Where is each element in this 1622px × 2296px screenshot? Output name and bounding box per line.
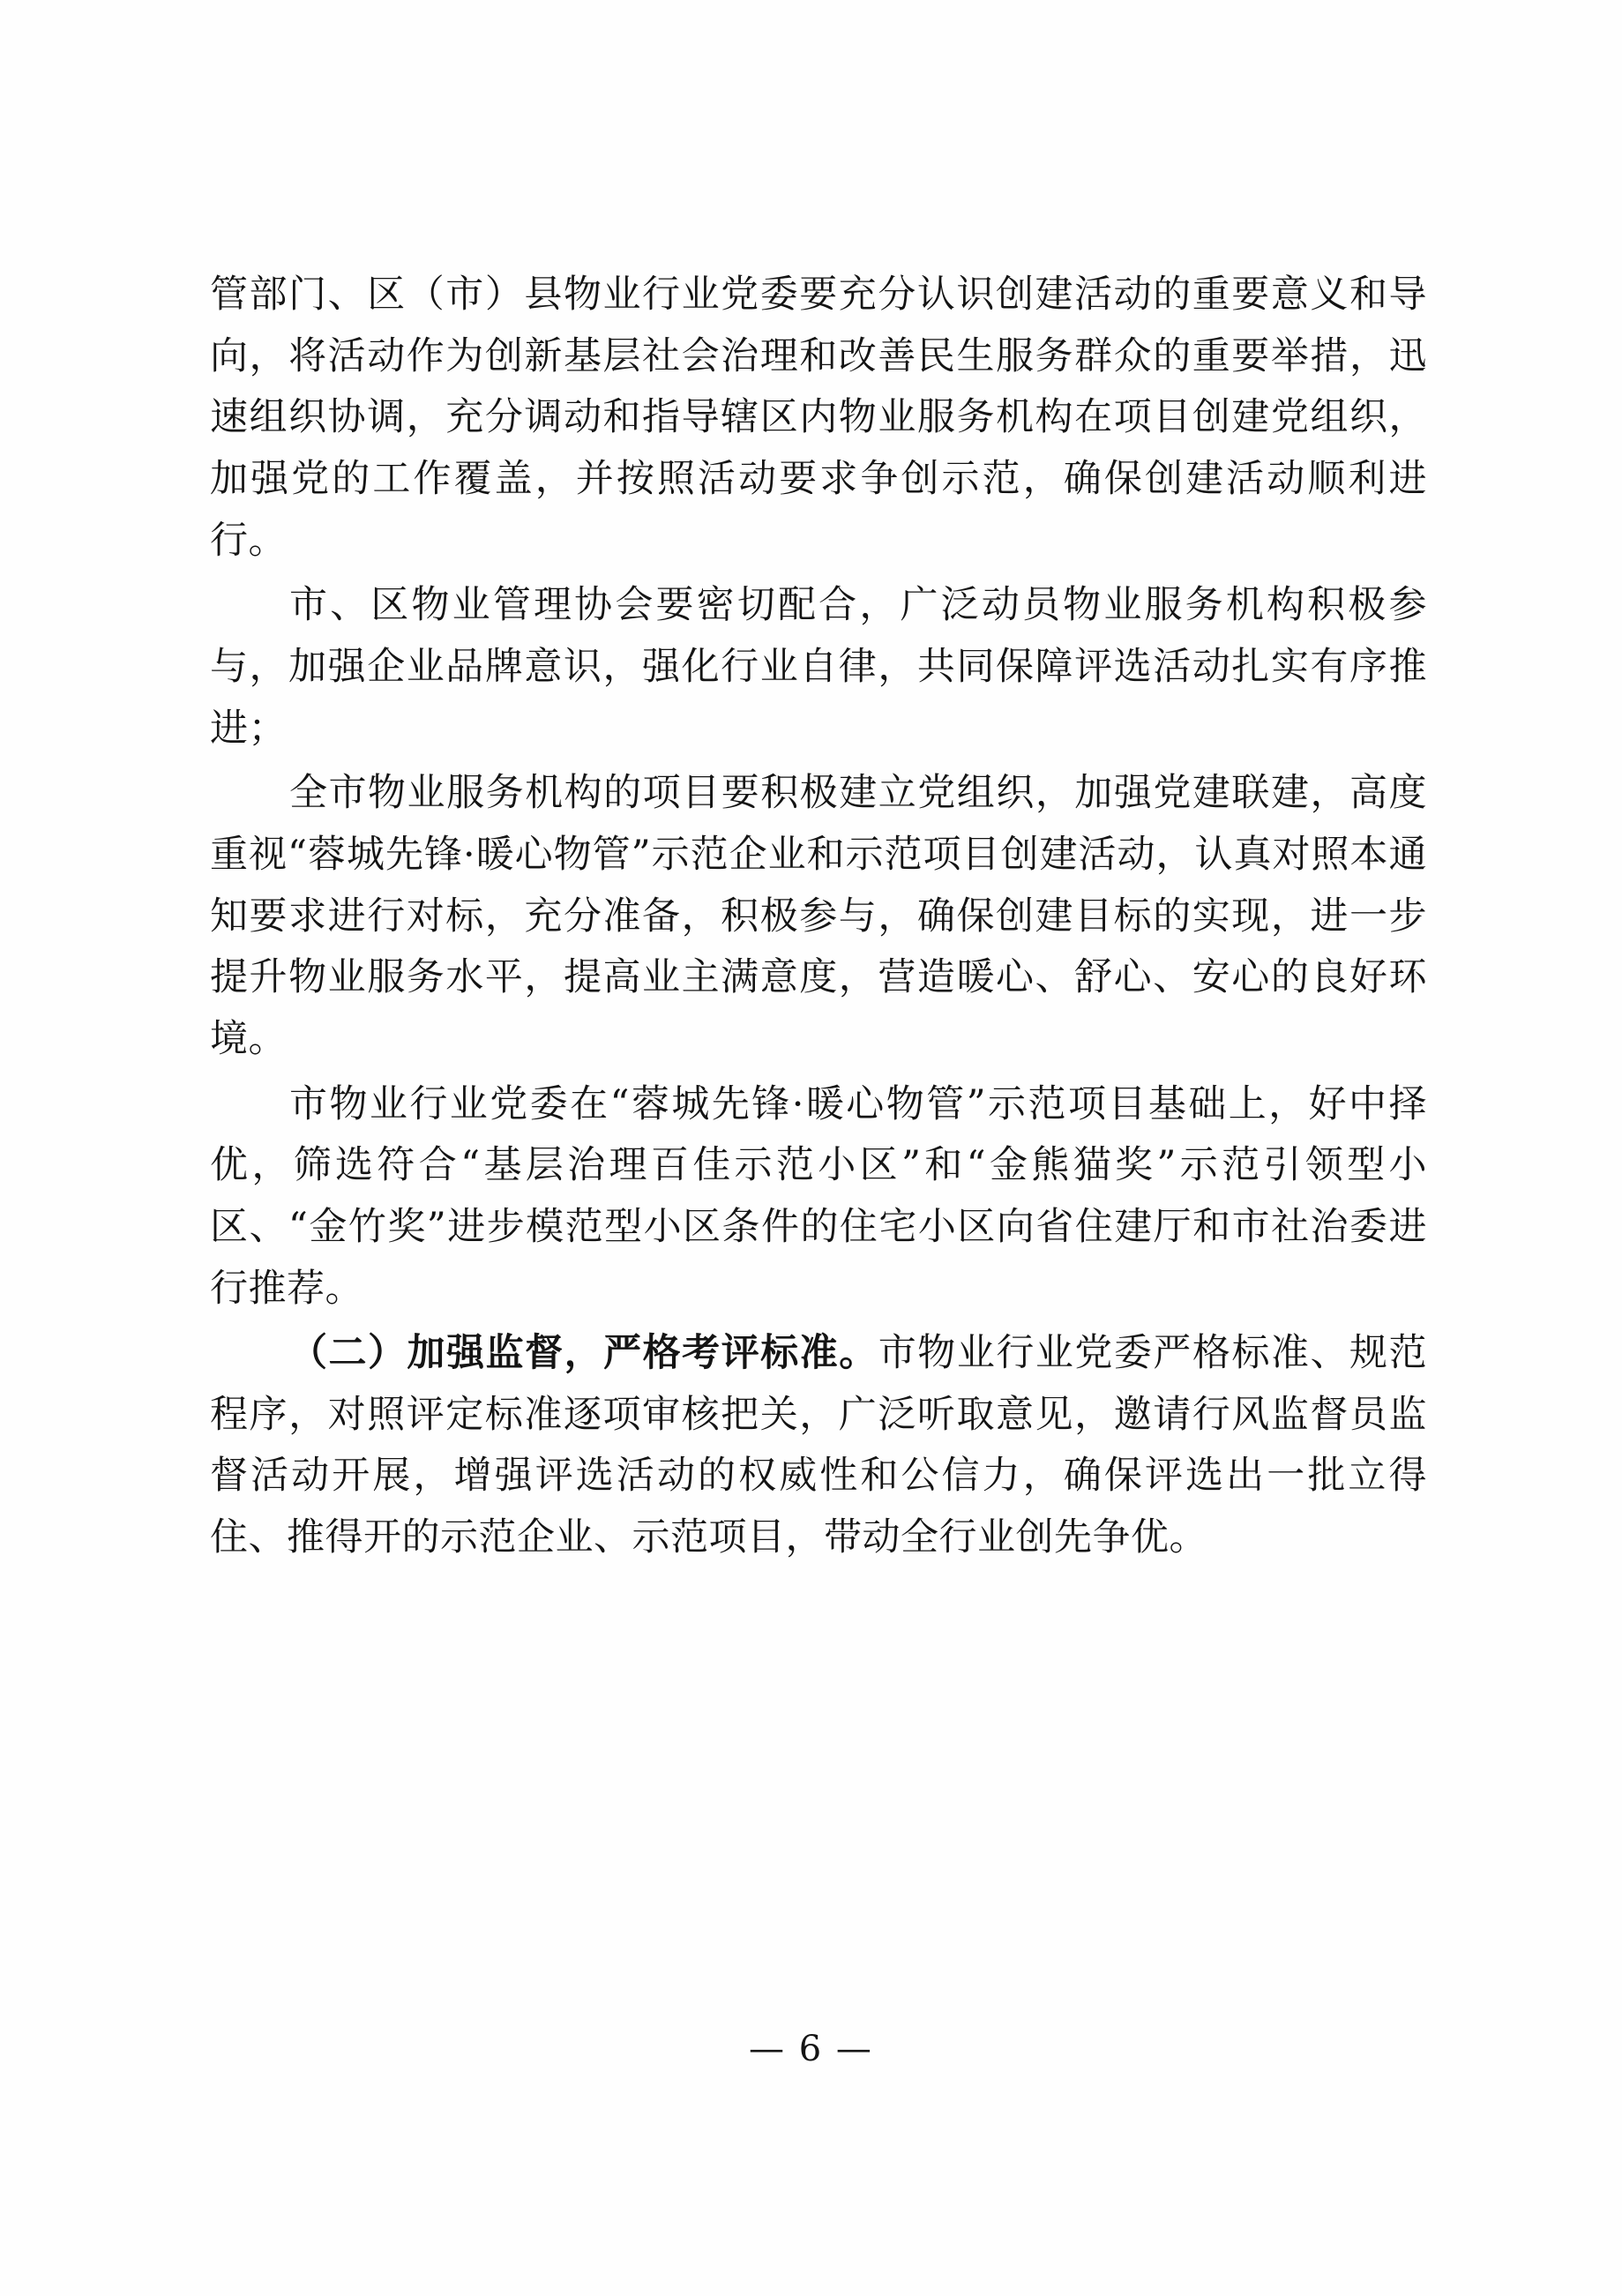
paragraph-2: 市、区物业管理协会要密切配合，广泛动员物业服务机构积极参与，加强企业品牌意识，强化行业自律，共同保障评选活动扎实有序推进； bbox=[210, 583, 1427, 751]
paragraph-5-heading: （二）加强监督，严格考评标准。 bbox=[289, 1331, 878, 1376]
paragraph-4: 市物业行业党委在“蓉城先锋·暖心物管”示范项目基础上，好中择优，筛选符合“基层治理百佳示范小区”和“金熊猫奖”示范引领型小区、“金竹奖”进步模范型小区条件的住宅小区向省住建厅和市社治委进行推荐。 bbox=[210, 1081, 1427, 1311]
page-number: — 6 — bbox=[749, 2029, 873, 2069]
document-body bbox=[210, 265, 1427, 1573]
paragraph-3: 全市物业服务机构的项目要积极建立党组织，加强党建联建，高度重视“蓉城先锋·暖心物管”示范企业和示范项目创建活动，认真对照本通知要求进行对标，充分准备，积极参与，确保创建目标的实现，进一步提升物业服务水平，提高业主满意度，营造暖心、舒心、安心的良好环境。 bbox=[210, 771, 1427, 1061]
paragraph-5-text: 市物业行业党委严格标准、规范程序，对照评定标准逐项审核把关，广泛听取意见，邀请行风监督员监督活动开展，增强评选活动的权威性和公信力，确保评选出一批立得住、推得开的示范企业、示范项目，带动全行业创先争优。 bbox=[210, 1331, 1428, 1560]
paragraph-1: 管部门、区（市）县物业行业党委要充分认识创建活动的重要意义和导向，将活动作为创新基层社会治理和改善民生服务群众的重要举措，迅速组织协调，充分调动和指导辖区内物业服务机构在项目创建党组织，加强党的工作覆盖，并按照活动要求争创示范，确保创建活动顺利进行。 bbox=[210, 273, 1427, 563]
paragraph-5 bbox=[210, 1323, 1427, 1569]
